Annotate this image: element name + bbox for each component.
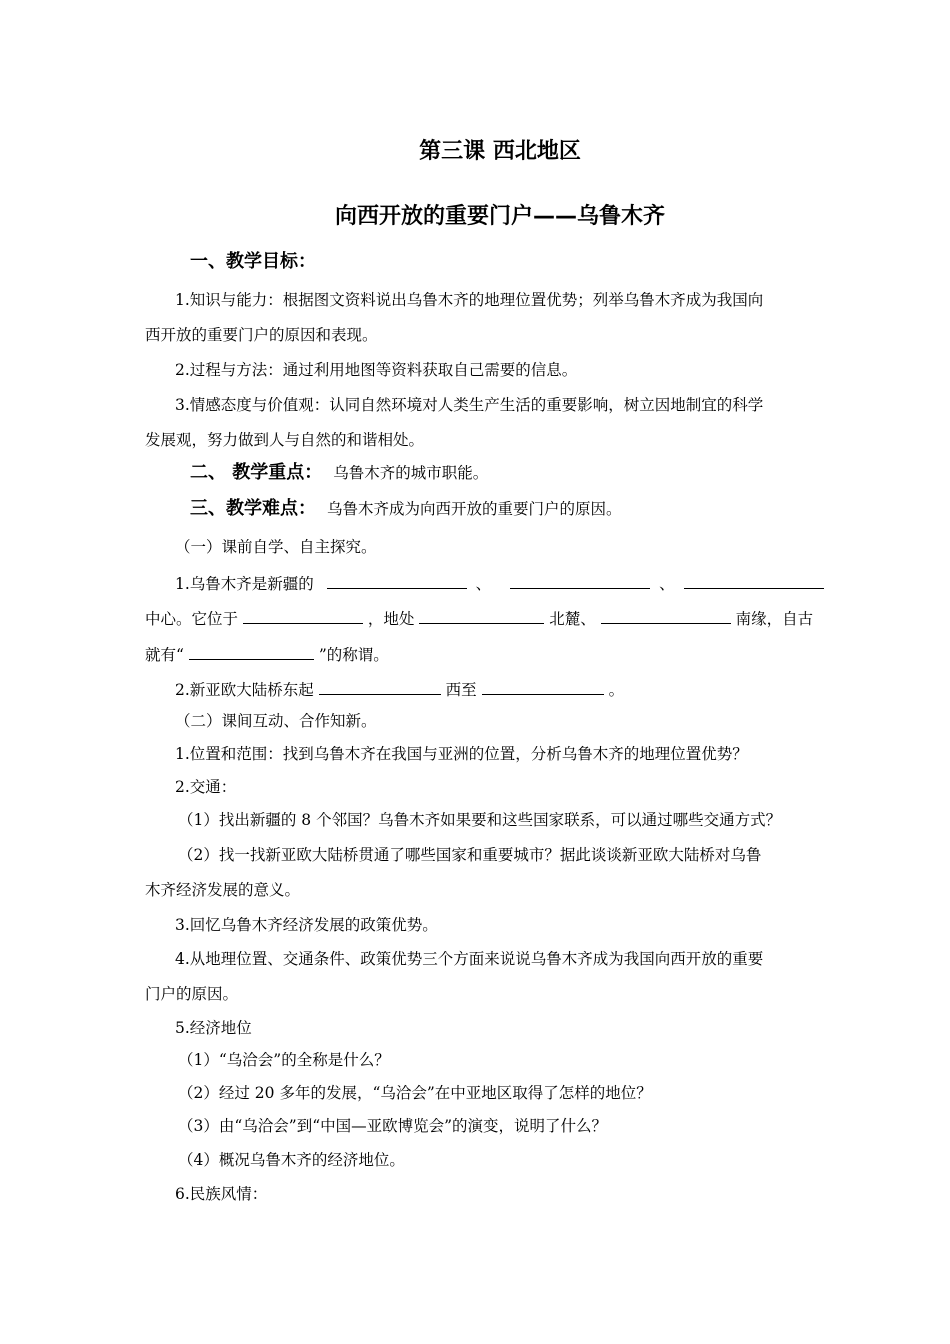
interaction-p5-3: （3）由“乌洽会”到“中国—亚欧博览会”的演变，说明了什么？ bbox=[178, 1117, 608, 1135]
interaction-p5-4: （4）概况乌鲁木齐的经济地位。 bbox=[178, 1151, 405, 1169]
difficulty-text: 乌鲁木齐成为向西开放的重要门户的原因。 bbox=[326, 500, 622, 518]
objective-2: 2.过程与方法：通过利用地图等资料获取自己需要的信息。 bbox=[175, 361, 578, 379]
interaction-p3: 3.回忆乌鲁木齐经济发展的政策优势。 bbox=[175, 916, 438, 934]
objective-3-line-1: 3.情感态度与价值观：认同自然环境对人类生产生活的重要影响，树立因地制宜的科学 bbox=[175, 396, 764, 414]
page-subtitle: 向西开放的重要门户——乌鲁木齐 bbox=[334, 204, 665, 229]
objective-3-line-2: 发展观，努力做到人与自然的和谐相处。 bbox=[145, 431, 425, 449]
interaction-p5-2: （2）经过 20 多年的发展，“乌洽会”在中亚地区取得了怎样的地位？ bbox=[178, 1084, 652, 1102]
key-point-text: 乌鲁木齐的城市职能。 bbox=[333, 464, 489, 482]
interaction-p5-1: （1）“乌洽会”的全称是什么？ bbox=[178, 1051, 390, 1069]
self-study-q1-line-3 bbox=[145, 643, 389, 665]
interaction-p5: 5.经济地位 bbox=[175, 1019, 252, 1037]
difficulty-row bbox=[190, 499, 621, 519]
q2-end: 。 bbox=[608, 681, 625, 699]
interaction-p2-2-line-1: （2）找一找新亚欧大陆桥贯通了哪些国家和重要城市？据此谈谈新亚欧大陆桥对乌鲁 bbox=[178, 846, 762, 864]
blank-field[interactable] bbox=[243, 607, 363, 624]
self-study-heading: （一）课前自学、自主探究。 bbox=[175, 538, 377, 556]
key-point-heading: 二、 教学重点： bbox=[190, 462, 323, 483]
blank-field[interactable] bbox=[189, 643, 314, 660]
objective-1-line-1: 1.知识与能力：根据图文资料说出乌鲁木齐的地理位置优势；列举乌鲁木齐成为我国向 bbox=[175, 291, 764, 309]
comma: 、 bbox=[475, 575, 492, 593]
blank-field[interactable] bbox=[601, 607, 731, 624]
interaction-p2: 2.交通： bbox=[175, 778, 237, 796]
difficulty-heading: 三、教学难点： bbox=[190, 498, 316, 519]
q1-north: 北麓、 bbox=[549, 610, 596, 628]
interaction-p2-1: （1）找出新疆的 8 个邻国？乌鲁木齐如果要和这些国家联系，可以通过哪些交通方式？ bbox=[178, 811, 782, 829]
blank-field[interactable] bbox=[419, 607, 544, 624]
objective-1-line-2: 西开放的重要门户的原因和表现。 bbox=[145, 326, 378, 344]
q1-loc: ，地处 bbox=[367, 610, 415, 628]
blank-field[interactable] bbox=[684, 572, 824, 589]
q1-c-suffix: ”的称谓。 bbox=[318, 646, 389, 664]
q1-prefix: 1.乌鲁木齐是新疆的 bbox=[175, 575, 314, 593]
interaction-heading: （二）课间互动、合作知新。 bbox=[175, 712, 377, 730]
q1-south: 南缘，自古 bbox=[735, 610, 814, 628]
blank-field[interactable] bbox=[327, 572, 467, 589]
self-study-q2 bbox=[175, 678, 624, 700]
interaction-p2-2-line-2: 木齐经济发展的意义。 bbox=[145, 881, 301, 899]
key-point-row bbox=[190, 463, 488, 483]
interaction-p6: 6.民族风情： bbox=[175, 1185, 268, 1203]
objectives-heading: 一、教学目标： bbox=[190, 251, 316, 272]
comma: 、 bbox=[659, 575, 675, 593]
interaction-p4-line-2: 门户的原因。 bbox=[145, 985, 239, 1003]
self-study-q1-line-1 bbox=[175, 572, 824, 594]
q1-mid: 中心。它位于 bbox=[145, 610, 239, 628]
q1-c-prefix: 就有“ bbox=[145, 646, 184, 664]
self-study-q1-line-2 bbox=[145, 607, 813, 629]
blank-field[interactable] bbox=[482, 678, 604, 695]
blank-field[interactable] bbox=[319, 678, 441, 695]
q2-prefix: 2.新亚欧大陆桥东起 bbox=[175, 681, 314, 699]
q2-mid: 西至 bbox=[445, 681, 477, 699]
page-title: 第三课 西北地区 bbox=[419, 139, 581, 164]
interaction-p4-line-1: 4.从地理位置、交通条件、政策优势三个方面来说说乌鲁木齐成为我国向西开放的重要 bbox=[175, 950, 764, 968]
interaction-p1: 1.位置和范围：找到乌鲁木齐在我国与亚洲的位置，分析乌鲁木齐的地理位置优势？ bbox=[175, 745, 748, 763]
blank-field[interactable] bbox=[510, 572, 650, 589]
